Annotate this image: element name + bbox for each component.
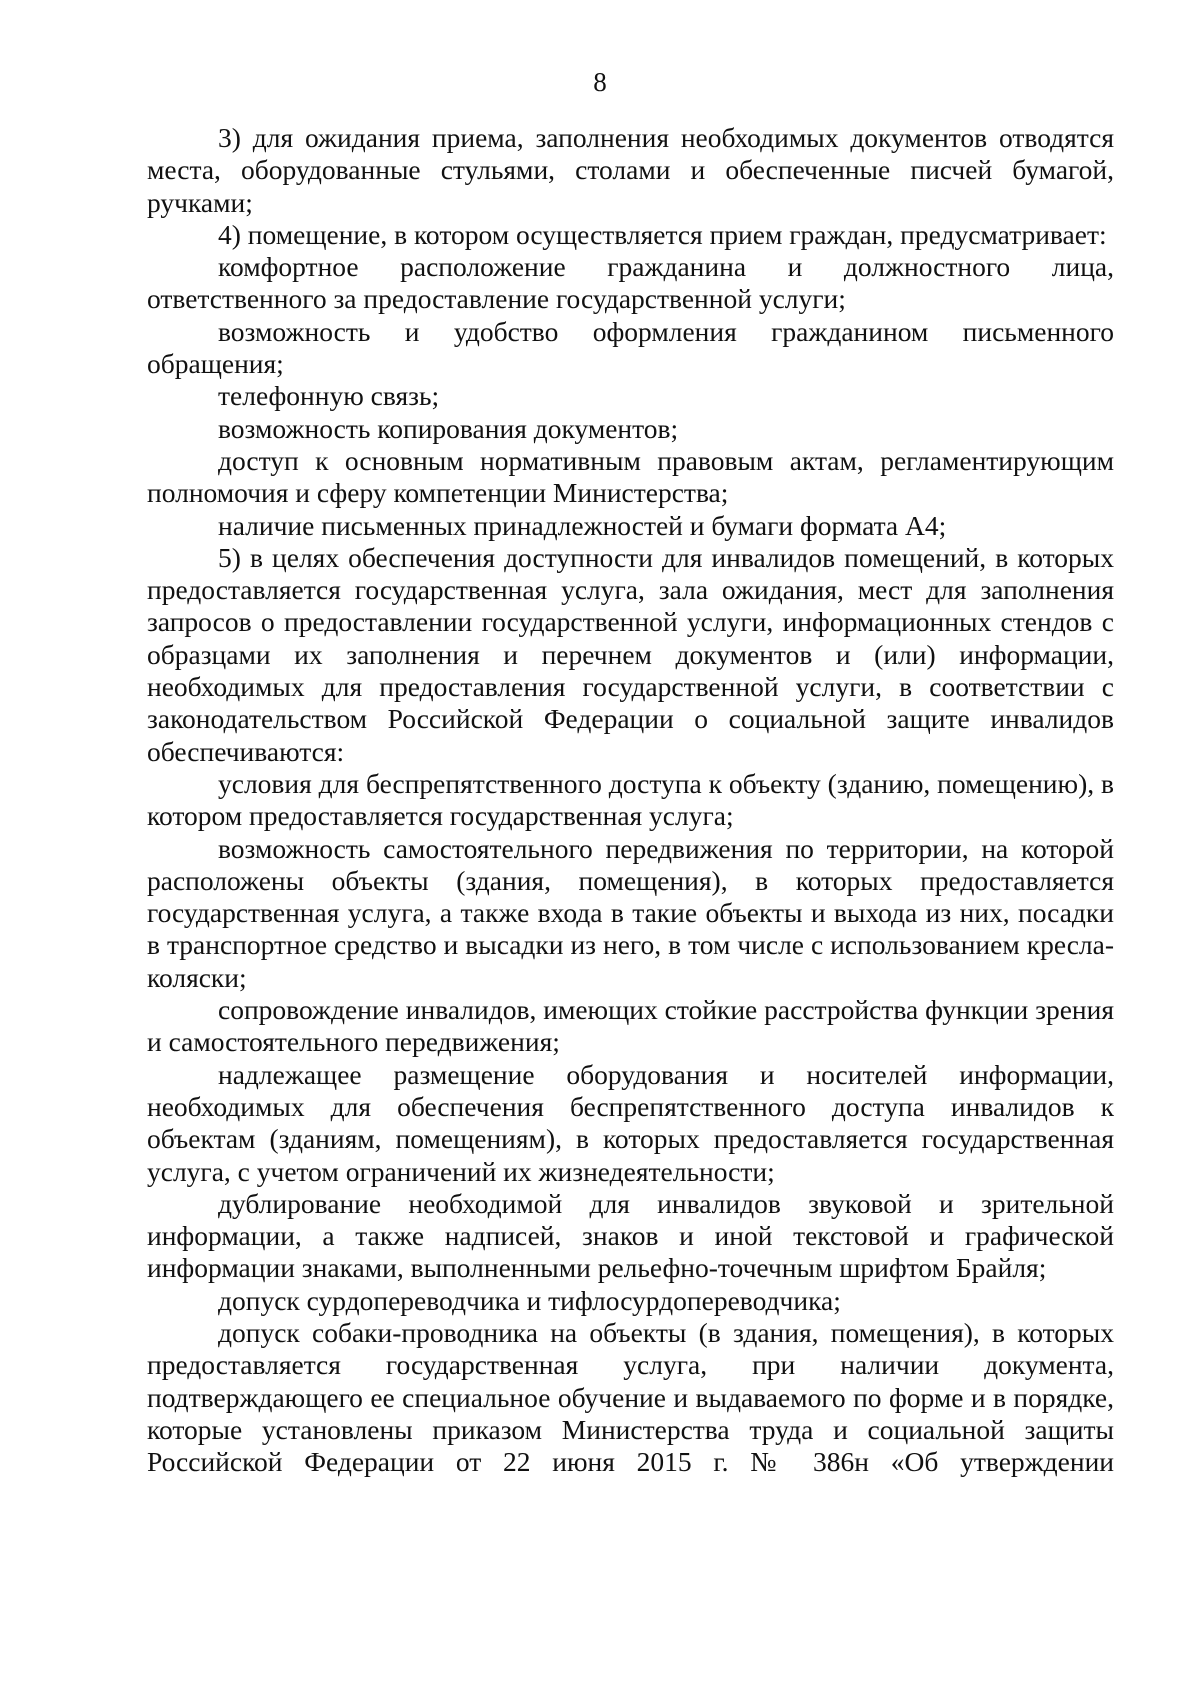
paragraph-telephone: телефонную связь; <box>218 380 440 412</box>
paragraph-copying: возможность копирования документов; <box>218 412 679 444</box>
paragraph-legal-acts-access: доступ к основным нормативным правовым актам, регламентирующим полномочия и сферу компетенции Министерства; <box>147 444 1114 509</box>
paragraph-written-appeal: возможность и удобство оформления гражданином письменного обращения; <box>147 315 1114 380</box>
paragraph-independent-movement: возможность самостоятельного передвижения по территории, на которой расположены объекты (здания, помещения), в которых предоставляется государственная услуга, а также входа в такие объекты и выхода из них, посадки в транспортное средство и высадки из него, в том числе с использованием кресла-коляски; <box>147 832 1114 993</box>
paragraph-stationery: наличие письменных принадлежностей и бумаги формата А4; <box>218 509 947 541</box>
page-number: 8 <box>593 67 607 97</box>
paragraph-item-3-waiting-area: 3) для ожидания приема, заполнения необходимых документов отводятся места, оборудованные стульями, столами и обеспеченные писчей бумагой, ручками; <box>147 122 1114 218</box>
paragraph-comfortable-placement: комфортное расположение гражданина и должностного лица, ответственного за предоставление государственной услуги; <box>147 251 1114 315</box>
paragraph-equipment-placement: надлежащее размещение оборудования и носителей информации, необходимых для обеспечения беспрепятственного доступа инвалидов к объектам (зданиям, помещениям), в которых предоставляется государственная услуга, с учетом ограничений их жизнедеятельности; <box>147 1058 1114 1187</box>
paragraph-escort: сопровождение инвалидов, имеющих стойкие расстройства функции зрения и самостоятельного передвижения; <box>147 994 1114 1058</box>
document-body <box>147 122 1114 1478</box>
paragraph-guide-dog: допуск собаки-проводника на объекты (в здания, помещения), в которых предоставляется государственная услуга, при наличии документа, подтверждающего ее специальное обучение и выдаваемого по форме и в порядке, которые установлены приказом Министерства труда и социальной защиты Российской Федерации от 22 июня 2015 г. № 386н «Об утверждении <box>147 1316 1114 1478</box>
paragraph-sign-interpreter: допуск сурдопереводчика и тифлосурдопереводчика; <box>218 1284 841 1316</box>
paragraph-item-4-reception-room: 4) помещение, в котором осуществляется прием граждан, предусматривает: <box>218 218 1107 250</box>
paragraph-item-5-accessibility: 5) в целях обеспечения доступности для инвалидов помещений, в которых предоставляется государственная услуга, зала ожидания, мест для заполнения запросов о предоставлении государственной услуги, информационных стендов с образцами их заполнения и перечнем документов и (или) информации, необходимых для предоставления государственной услуги, в соответствии с законодательством Российской Федерации о социальной защите инвалидов обеспечиваются: <box>147 541 1114 767</box>
paragraph-unobstructed-access: условия для беспрепятственного доступа к объекту (зданию, помещению), в котором предоставляется государственная услуга; <box>147 767 1114 832</box>
paragraph-braille-duplication: дублирование необходимой для инвалидов звуковой и зрительной информации, а также надписей, знаков и иной текстовой и графической информации знаками, выполненными рельефно-точечным шрифтом Брайля; <box>147 1187 1114 1284</box>
